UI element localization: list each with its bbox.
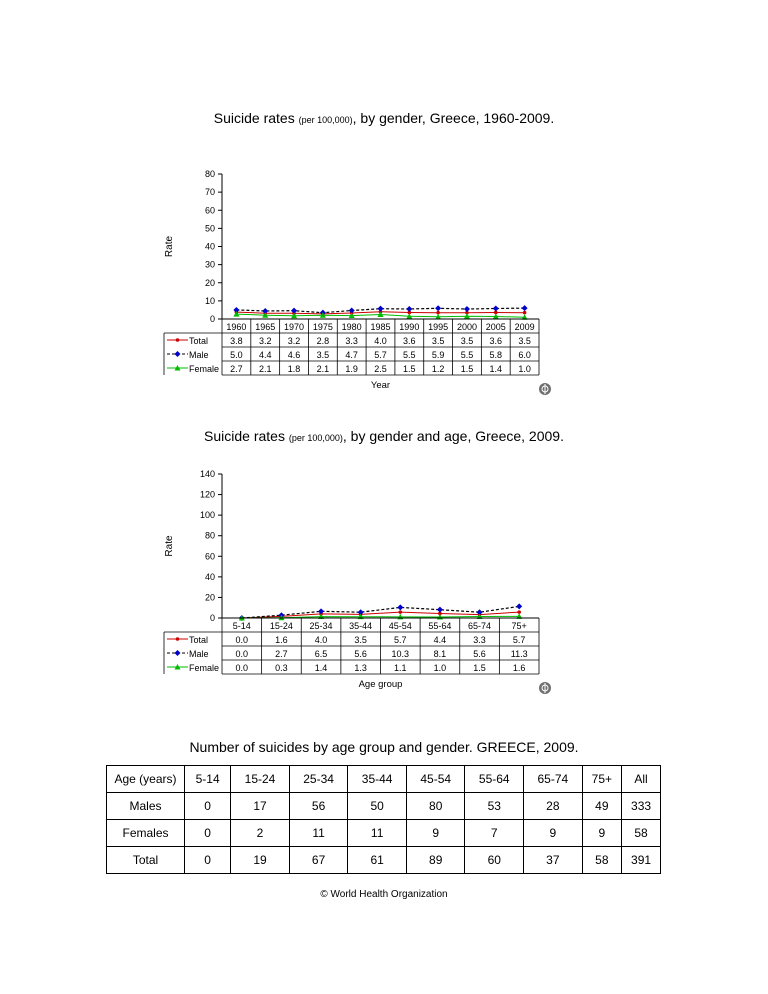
data-label: 1.9: [345, 364, 358, 374]
header-cell: 65-74: [524, 766, 583, 793]
y-tick-label: 120: [199, 489, 215, 500]
table-cell: 53: [465, 793, 524, 820]
data-label: 5.7: [512, 635, 526, 645]
data-point: [523, 311, 527, 315]
table-header-row: [107, 766, 661, 793]
table-cell: 0: [185, 847, 231, 874]
data-label: 5.5: [403, 350, 416, 360]
header-cell: 55-64: [465, 766, 524, 793]
data-label: 4.7: [345, 350, 358, 360]
x-tick-label: 15-24: [269, 621, 293, 631]
data-label: 4.0: [374, 336, 387, 346]
data-label: 4.4: [258, 350, 272, 360]
table-cell: 58: [582, 847, 621, 874]
data-label: 3.5: [354, 635, 367, 645]
table-cell: Females: [107, 820, 185, 847]
data-label: 10.3: [391, 649, 410, 659]
data-point: [406, 306, 412, 312]
data-label: 3.2: [258, 336, 272, 346]
data-label: 1.0: [518, 364, 531, 374]
table-cell: 333: [622, 793, 661, 820]
data-label: 0.0: [235, 635, 249, 645]
x-tick-label: 1995: [428, 322, 449, 332]
x-tick-label: 2000: [456, 322, 477, 332]
table-cell: 0: [185, 820, 231, 847]
x-tick-label: 5-14: [232, 621, 251, 631]
x-tick-label: 1970: [284, 322, 305, 332]
chart2-title: Suicide rates (per 100,000), by gender and age, Greece, 2009.: [204, 428, 564, 444]
suicide-counts-table: [106, 765, 661, 874]
data-label: 3.8: [230, 336, 243, 346]
x-tick-label: 1975: [312, 322, 333, 332]
table-cell: 9: [406, 820, 465, 847]
data-label: 1.6: [512, 663, 526, 673]
data-label: 1.4: [489, 364, 503, 374]
table-row: [107, 847, 661, 874]
data-point: [437, 607, 443, 613]
table-row: [107, 820, 661, 847]
data-label: 5.5: [460, 350, 474, 360]
header-cell: 35-44: [348, 766, 407, 793]
data-label: 2.8: [316, 336, 330, 346]
legend-marker: [176, 637, 180, 641]
y-tick-label: 70: [204, 187, 215, 198]
table-cell: 60: [465, 847, 524, 874]
data-label: 0.0: [235, 649, 249, 659]
y-tick-label: 30: [204, 259, 215, 270]
table-cell: 391: [622, 847, 661, 874]
table-row: [107, 793, 661, 820]
table-cell: 19: [231, 847, 290, 874]
y-tick-label: 80: [204, 530, 215, 541]
data-label: 6.0: [518, 350, 531, 360]
y-axis-label: Rate: [164, 535, 175, 557]
x-axis-label: Age group: [358, 679, 403, 690]
table-cell: 56: [289, 793, 348, 820]
header-cell: 75+: [582, 766, 621, 793]
x-tick-label: 1965: [255, 322, 276, 332]
y-tick-label: 0: [209, 613, 215, 623]
header-cell: 25-34: [289, 766, 348, 793]
data-label: 1.5: [473, 663, 486, 673]
x-tick-label: 2009: [514, 322, 535, 332]
data-label: 5.7: [374, 350, 387, 360]
chart1-title: Suicide rates (per 100,000), by gender, Greece, 1960-2009.: [213, 110, 555, 126]
data-label: 2.1: [258, 364, 272, 374]
x-tick-label: 75+: [511, 621, 527, 631]
data-label: 5.9: [431, 350, 445, 360]
table-cell: 89: [406, 847, 465, 874]
data-label: 1.4: [314, 663, 328, 673]
data-label: 1.5: [460, 364, 474, 374]
y-axis-label: Rate: [164, 235, 175, 258]
legend-label: Female: [189, 364, 220, 374]
table-cell: 11: [348, 820, 407, 847]
data-label: 5.6: [354, 649, 367, 659]
y-tick-label: 100: [199, 510, 215, 521]
data-label: 5.7: [394, 635, 407, 645]
legend-label: Male: [189, 649, 209, 659]
data-label: 1.2: [431, 364, 445, 374]
table-cell: 67: [289, 847, 348, 874]
data-label: 0.0: [235, 663, 249, 673]
data-label: 8.1: [433, 649, 447, 659]
table-cell: 49: [582, 793, 621, 820]
legend-label: Total: [189, 635, 209, 645]
data-label: 3.3: [473, 635, 486, 645]
data-point: [378, 306, 384, 312]
y-tick-label: 80: [204, 169, 215, 179]
data-point: [464, 306, 470, 312]
data-point: [397, 604, 403, 610]
x-tick-label: 2005: [485, 322, 506, 332]
legend-marker: [176, 338, 180, 342]
header-cell: 5-14: [185, 766, 231, 793]
table-cell: Males: [107, 793, 185, 820]
x-tick-label: 65-74: [468, 621, 492, 631]
legend-marker: [175, 351, 181, 357]
data-label: 2.7: [230, 364, 243, 374]
table-cell: 9: [582, 820, 621, 847]
y-tick-label: 140: [199, 469, 215, 479]
header-cell: 45-54: [406, 766, 465, 793]
y-tick-label: 60: [204, 205, 215, 216]
data-label: 5.8: [489, 350, 503, 360]
data-label: 3.2: [287, 336, 301, 346]
table-cell: 50: [348, 793, 407, 820]
table-cell: 9: [524, 820, 583, 847]
data-label: 1.6: [275, 635, 288, 645]
table-cell: 61: [348, 847, 407, 874]
data-point: [399, 610, 403, 614]
legend-marker: [175, 650, 181, 656]
data-point: [435, 305, 441, 311]
data-label: 1.3: [354, 663, 367, 673]
data-label: 1.1: [394, 663, 407, 673]
data-label: 2.7: [275, 649, 288, 659]
table-cell: Total: [107, 847, 185, 874]
table-cell: 7: [465, 820, 524, 847]
data-point: [522, 305, 528, 311]
data-label: 3.5: [518, 336, 531, 346]
copyright-footer: © World Health Organization: [320, 889, 448, 900]
data-label: 3.6: [489, 336, 503, 346]
x-axis-label: Year: [370, 380, 391, 391]
table-cell: 37: [524, 847, 583, 874]
data-point: [516, 603, 522, 609]
legend-label: Total: [189, 336, 209, 346]
legend-label: Male: [189, 350, 209, 360]
data-label: 3.6: [403, 336, 416, 346]
x-tick-label: 1960: [226, 322, 247, 332]
data-label: 3.5: [431, 336, 445, 346]
x-tick-label: 1985: [370, 322, 391, 332]
data-label: 5.0: [230, 350, 243, 360]
data-label: 5.6: [473, 649, 486, 659]
data-label: 1.8: [287, 364, 301, 374]
header-cell: Age (years): [107, 766, 185, 793]
data-label: 3.5: [316, 350, 330, 360]
table-cell: 17: [231, 793, 290, 820]
data-label: 2.1: [316, 364, 330, 374]
data-label: 1.5: [403, 364, 416, 374]
y-tick-label: 0: [209, 314, 215, 324]
y-tick-label: 60: [204, 551, 215, 562]
x-tick-label: 25-34: [309, 621, 333, 631]
x-tick-label: 45-54: [388, 621, 412, 631]
table-cell: 2: [231, 820, 290, 847]
table-title: Number of suicides by age group and gender. GREECE, 2009.: [189, 739, 579, 755]
data-point: [318, 608, 324, 614]
data-label: 1.0: [433, 663, 447, 673]
data-label: 4.6: [287, 350, 301, 360]
y-tick-label: 10: [204, 295, 215, 306]
data-label: 11.3: [510, 649, 528, 659]
y-tick-label: 20: [204, 592, 215, 603]
data-label: 0.3: [275, 663, 288, 673]
y-tick-label: 40: [204, 571, 215, 582]
header-cell: All: [622, 766, 661, 793]
table-cell: 11: [289, 820, 348, 847]
table-cell: 28: [524, 793, 583, 820]
x-tick-label: 35-44: [349, 621, 373, 631]
chart-rates-by-age: [0, 460, 768, 720]
y-tick-label: 40: [204, 241, 215, 252]
x-tick-label: 55-64: [428, 621, 452, 631]
data-label: 3.5: [460, 336, 474, 346]
data-label: 2.5: [374, 364, 387, 374]
x-tick-label: 1980: [341, 322, 362, 332]
table-cell: 80: [406, 793, 465, 820]
data-label: 4.0: [314, 635, 328, 645]
data-label: 4.4: [433, 635, 447, 645]
table-cell: 58: [622, 820, 661, 847]
header-cell: 15-24: [231, 766, 290, 793]
legend-label: Female: [189, 663, 220, 673]
data-label: 6.5: [314, 649, 328, 659]
y-tick-label: 50: [204, 223, 215, 234]
chart-rates-by-year: [0, 160, 768, 420]
x-tick-label: 1990: [399, 322, 420, 332]
data-label: 3.3: [345, 336, 358, 346]
data-point: [493, 305, 499, 311]
y-tick-label: 20: [204, 277, 215, 288]
table-cell: 0: [185, 793, 231, 820]
